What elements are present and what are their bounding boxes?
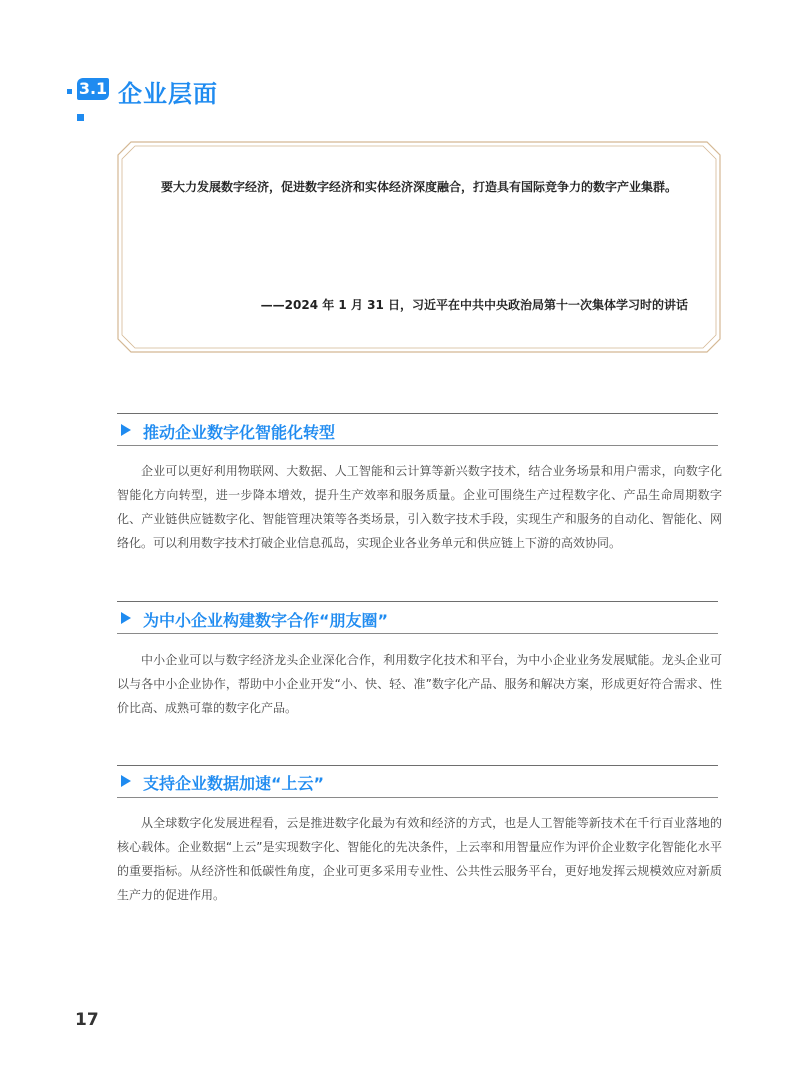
quote-text: 要大力发展数字经济，促进数字经济和实体经济深度融合，打造具有国际竞争力的数字产业集群。 [160, 180, 677, 194]
subsection-top-rule [117, 413, 718, 414]
subsection-top-rule [117, 601, 718, 602]
subsection-title: 支持企业数据加速“上云” [143, 774, 325, 793]
subsection-bottom-rule [117, 445, 718, 446]
quote-source: ——2024 年 1 月 31 日，习近平在中共中央政治局第十一次集体学习时的讲话 [260, 298, 688, 312]
play-arrow-icon [121, 424, 131, 436]
subsection-title: 推动企业数字化智能化转型 [143, 423, 336, 442]
subsection-paragraph: 中小企业可以与数字经济龙头企业深化合作，利用数字化技术和平台，为中小企业业务发展赋能。龙头企业可以与各中小企业协作，帮助中小企业开发“小、快、轻、准”数字化产品、服务和解决方案，形成更好符合需求、性价比高、成熟可靠的数字化产品。 [117, 653, 722, 715]
subsection-bottom-rule [117, 797, 718, 798]
play-arrow-icon [121, 612, 131, 624]
subsection-paragraph: 企业可以更好利用物联网、大数据、人工智能和云计算等新兴数字技术，结合业务场景和用户需求，向数字化智能化方向转型，进一步降本增效，提升生产效率和服务质量。企业可围绕生产过程数字化、产品生命周期数字化、产业链供应链数字化、智能管理决策等各类场景，引入数字技术手段，实现生产和服务的自动化、智能化、网络化。可以利用数字技术打破企业信息孤岛，实现企业各业务单元和供应链上下游的高效协同。 [117, 464, 722, 550]
decorative-square [77, 114, 84, 121]
page-number: 17 [75, 1010, 99, 1030]
subsection-top-rule [117, 765, 718, 766]
subsection-bottom-rule [117, 633, 718, 634]
section-number-badge: 3.1 [78, 79, 108, 98]
subsection-title: 为中小企业构建数字合作“朋友圈” [143, 611, 389, 630]
subsection-paragraph: 从全球数字化发展进程看，云是推进数字化最为有效和经济的方式，也是人工智能等新技术在千行百业落地的核心载体。企业数据“上云”是实现数字化、智能化的先决条件，上云率和用智量应作为评价企业数字化智能化水平的重要指标。从经济性和低碳性角度，企业可更多采用专业性、公共性云服务平台，更好地发挥云规模效应对新质生产力的促进作用。 [117, 816, 722, 902]
play-arrow-icon [121, 775, 131, 787]
section-title: 企业层面 [118, 80, 218, 108]
decorative-square [67, 89, 72, 94]
quote-frame [117, 141, 721, 353]
